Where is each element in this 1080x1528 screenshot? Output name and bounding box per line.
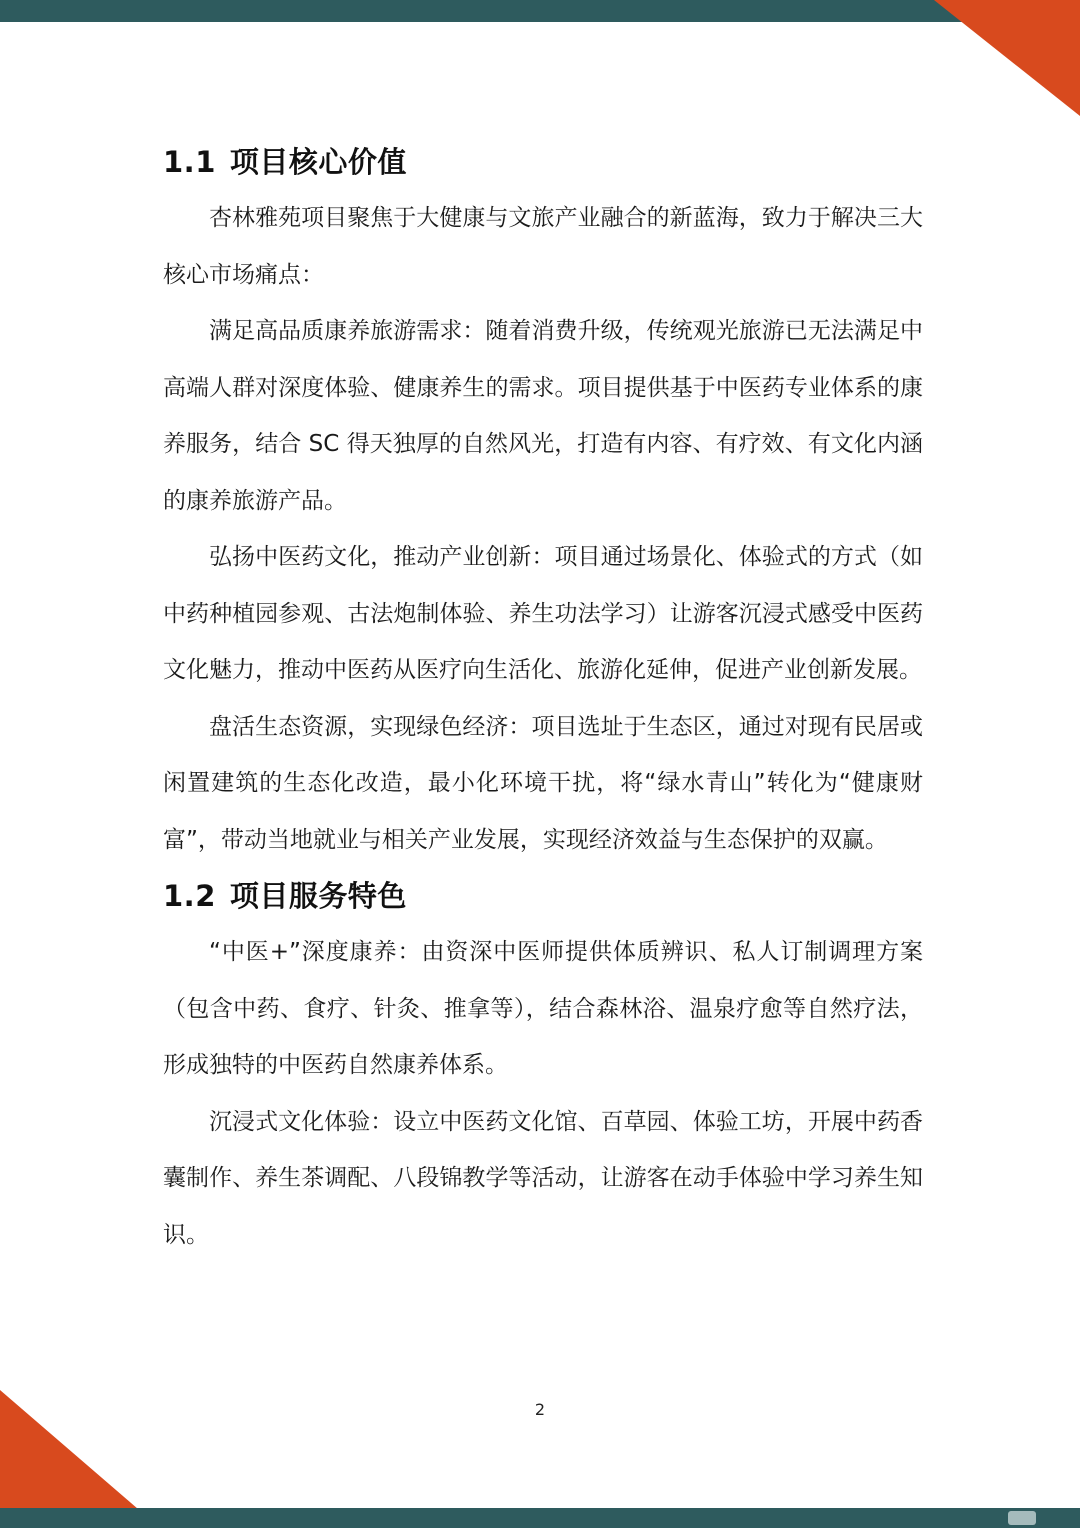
section-heading-1-2: 1.2 项目服务特色 bbox=[163, 879, 407, 913]
paragraph-4: 盘活生态资源，实现绿色经济：项目选址于生态区，通过对现有民居或闲置建筑的生态化改造，最小化环境干扰，将“绿水青山”转化为“健康财富”，带动当地就业与相关产业发展，实现经济效益与生态保护的双赢。 bbox=[163, 713, 923, 853]
top-color-band bbox=[0, 0, 1080, 22]
document-body bbox=[163, 134, 923, 1263]
top-right-corner-triangle bbox=[934, 0, 1080, 116]
section-heading-1-1: 1.1 项目核心价值 bbox=[163, 145, 407, 179]
paragraph-2: 满足高品质康养旅游需求：随着消费升级，传统观光旅游已无法满足中高端人群对深度体验、健康养生的需求。项目提供基于中医药专业体系的康养服务，结合 SC 得天独厚的自然风光，打造有内容、有疗效、有文化内涵的康养旅游产品。 bbox=[163, 318, 923, 514]
paragraph-6: 沉浸式文化体验：设立中医药文化馆、百草园、体验工坊，开展中药香囊制作、养生茶调配、八段锦教学等活动，让游客在动手体验中学习养生知识。 bbox=[163, 1108, 923, 1248]
paragraph-1: 杏林雅苑项目聚焦于大健康与文旅产业融合的新蓝海，致力于解决三大核心市场痛点： bbox=[163, 205, 923, 288]
page-number: 2 bbox=[534, 1400, 546, 1419]
paragraph-3: 弘扬中医药文化，推动产业创新：项目通过场景化、体验式的方式（如中药种植园参观、古法炮制体验、养生功法学习）让游客沉浸式感受中医药文化魅力，推动中医药从医疗向生活化、旅游化延伸，促进产业创新发展。 bbox=[163, 544, 923, 683]
paragraph-5: “中医+”深度康养：由资深中医师提供体质辨识、私人订制调理方案（包含中药、食疗、针灸、推拿等），结合森林浴、温泉疗愈等自然疗法，形成独特的中医药自然康养体系。 bbox=[163, 939, 923, 1078]
watermark-badge bbox=[1008, 1511, 1036, 1525]
bottom-color-band bbox=[0, 1508, 1080, 1528]
